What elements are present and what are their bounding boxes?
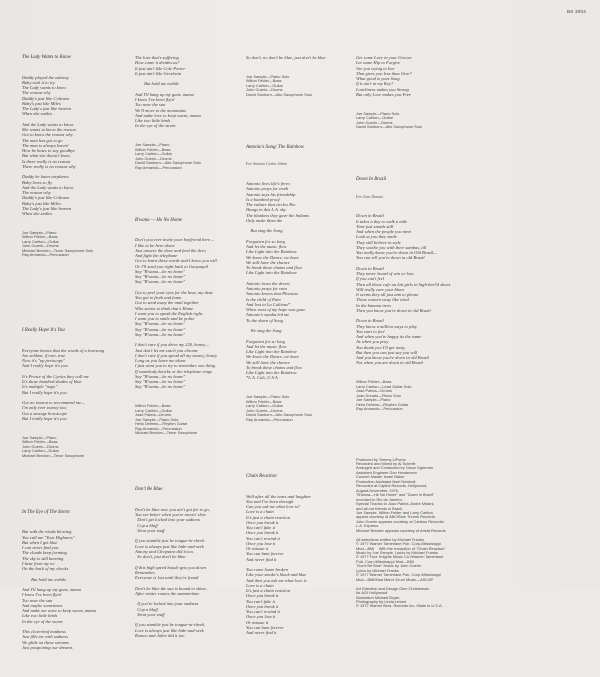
song-lyrics: Well after all the tears and laughter You and I've been through Can you ask me what love is? Love is a chain It's just a chain reaction Once you break it You can't fake it Once you break it You can't rewind it Once you lose it Or misuse it You can hunt forever And never find it You come home broken Like your smoke's black and blue And then you ask me what love is Love is a chain It's just a chain reaction Once you break it You can't fake it Once you break it You can't rewind it Once you lose it Or misuse it You can hunt forever And never find it xyxy=(246,493,311,636)
song-chain-reaction-continued xyxy=(356,45,454,141)
song-title: In The Eye of The Storm xyxy=(22,509,70,515)
song-credits: Joe Sample—Piano Solo Wilton Felder—Bass Larry Carlton—Guitar John Guerin—Drums David Sanborn—Alto Saxophone Solo Ray Armando—Percussion xyxy=(246,394,312,422)
song-dedication: For Joao Donato xyxy=(356,194,384,199)
song-dont-be-blue xyxy=(135,477,233,649)
song-in-the-eye-of-the-storm xyxy=(22,499,120,660)
song-lyrics: Don't be blue now you ain't got far to go, You see better when you're movin' slow Don't get locked into your sadness Cop a bluff Strut your stuff If you stumble just be tongue-in-cheek. Love is always just like hide-and-seek Antony and Cleopatra did it too. So don't, just don't be blue. If this high speed hassle gets you down Remember, Everyone is lost until they're found Don't be blue the sun is bound to shine, After winter comes the summertime If you're locked into your sadness Cop a bluff Strut your stuff If you stumble just be tongue-in-cheek. Love is always just like hide-and-seek Romeo and Juliet did it too xyxy=(135,506,210,638)
song-antonios-song xyxy=(246,134,344,433)
song-lyrics: Everyone knows that the words of a lovesong Are seldom, if ever, true Now it's "up periscope" And I really hope it's you It's Prince of the Cynics they call me It's those hundred shades of blue It's multiple "nope" But I really hope it's you Got no reason to recommend me— I'm only ever twenty two Got a strange horoscope But I really hope it's you xyxy=(22,347,105,421)
song-lyrics: Daddy played the ashtray Baby took it to try The Lady wants to know The reason why Daddy's just like Coltrane Baby's just like Miles The Lady's just like heaven When she smiles And the Lady wants to know She wants to know the reason Got to know the reason why The man has got to go The man is always leavin' How he hates to say goodbye But what she doesn't know Is there really is no reason There really is no reason why Daddy he hates airplanes Baby loves to fly And the Lady wants to know The reason why Daddy's just like Coltrane Baby's just like Miles The Lady's just like heaven When she smiles xyxy=(22,74,76,216)
song-lyrics: The love that's suffering How come it divides us? It just ain't like Cole Porter It just ain't like Gershwin But hold me awhile And I'll hang up my guns, mama I know I've been flyin' Too near the sun We'll move to the mountains And make love to keep warm, mama Like two little birds In the eye of the storm xyxy=(135,55,201,129)
song-lyrics: Antonio lives life's frevo Antonio prays for truth Antonio says his friendship Is a hundred proof The vulture that circles Rio Hangs in this L.A. sky The blankets they gave the Indians Only make them die But sing the Song Forgotten for so long And let the music flow Like Light into the Rainbow We know the Dance, we have We still have the chance To break these chains and flow Like Light into the Rainbow Antonio loves the desert Antonio prays for rain Antonio knows that Pleasure Is the child of Pain And lost in La Cultivas* When most of my hope was gone Antonio's samba led me To the dawn of Song We sing the Song Forgotten for so long And let the music flow Like Light into the Rainbow We know the Dance, we have We still have the chance To break these chains and flow Like Light into the Rainbow *L.A. Cult, U.S.A. xyxy=(246,181,310,381)
song-lyrics: So don't, no don't be blue, just don't be blue xyxy=(246,55,326,60)
song-title: Antonio's Song/ The Rainbow xyxy=(246,144,304,150)
song-credits: Wilton Felder—Bass Larry Carlton—Lead Guitar Solo Joao Palma—Drums Joao Donato—Piano Solo Joe Sample—Piano Helio Delmiro—Rhythm Guitar Ray Armando—Percussion xyxy=(356,379,412,412)
song-title: Don't Be Blue xyxy=(135,487,163,493)
song-title: I Really Hope It's You xyxy=(22,328,65,334)
song-i-really-hope-its-you xyxy=(22,318,120,469)
song-title: The Lady Wants to Know xyxy=(22,55,72,60)
song-credits: Joe Sample—Piano Wilton Felder—Bass Larry Carlton—Guitar John Guerin—Drums David Sanborn—Alto Saxophone Solo Ray Armando—Percussion xyxy=(135,142,201,170)
production-credits: Produced by Tommy LiPuma Recorded and Mixed by Al Schmitt Arranged and Conducted by Claus Ogerman Assistant Engineer Don Henderson Concert Master Israel Baker Production Assistant Noel Newbolt Recorded at Capitol Records, Hollywood, August-November, 1976. "B'wana—He No Home" and "Down in Brazil" recorded in Rio de Janeiro. Special Thanks to Joao Palma, Andre Midani, and all our friends in Brazil. Joe Sample, Wilton Felder and Larry Carlton appear courtesy of ABC/Blue Thumb Records. John Guerin appears courtesy of Caribou Records/ L.A. Express. Michael Brecker appears courtesy of Arista Records All selections written by Michael Franks © 1977 Warner Tamerlane Pub. Corp./Mississippi Mud—BMI With the exception of "Chain Reaction" Music by Joe Sample, Lyrics by Michael Franks © 1977 Four Knights Music Co./Warner-Tamerlane Pub. Corp./Mississippi Mud—BMI "Don't Be Blue" Music by John Guerin Lyrics by Michael Franks © 1977 Warner Tamerlane Pub. Corp./Mississippi Mud—BMI/Mad Man's Drum Music—ASCAP Art Direction and Design Glen Christensen for AGI Hollywood Illustration Michael Bryan Photography by Linda Levine © 1977 Warner Bros. Records Inc. Made in U.S.A. xyxy=(356,456,446,609)
song-credits: Joe Sample—Piano Wilton Felder—Bass Larry Carlton—Guitar John Guerin—Drums Michael Brecker—Tenor Saxophone Solo Ray Armando—Percussion xyxy=(22,229,94,258)
song-dedication: For Antonio Carlos Jobim xyxy=(246,162,288,167)
song-down-in-brazil xyxy=(356,167,454,423)
song-eye-of-storm-continued xyxy=(135,45,233,181)
song-lyrics: But with the winds blowing You call me "Your Highness" But when I get blue I can never find you The clouds keep forming The sky is still burning I hear from my es- On the back of my checks But hold me awhile And I'll hang up my guns, mama I know I've been flyin' Too near the sun And maybe sometimes And make me wave to keep warm, mama Like two little birds In the eye of the storm This cloverleaf madness Just fills me with sadness We glide on these streams Just postponing our dreams xyxy=(22,529,96,650)
song-lyrics: Down in Brazil It takes a day to walk a mile Time just stands still And when the people you meet Look at you they smile They still believe in style They soothe you with their sambas, till You really know you're down in Old Brazil— You can tell you're down in old Brazil Down in Brazil They never heard of win or lose If you can't feel Then all those cafe au lait girls in high-heel'd shoes Will really cure your blues It seems they all just aim to please Those women sway like wind In the banana trees Then you know you're down in old Brazil Down in Brazil They know a million ways to play You start to feel And when you're happy its the same As when you pray You thank you I'll get away But then you can just say you will And you know you're down in old Brazil Not when you are down in old Brazil xyxy=(356,213,451,366)
song-title: Chain Reaction xyxy=(246,474,277,480)
song-the-lady-wants-to-know xyxy=(22,45,120,269)
spacer xyxy=(22,285,120,307)
column-2 xyxy=(135,34,233,665)
song-dont-be-blue-continued xyxy=(246,45,344,108)
column-3 xyxy=(246,34,344,662)
catalog-number: BS 3004 xyxy=(566,9,586,14)
song-credits: Joe Sample—Piano Solo Wilton Felder—Bass Larry Carlton—Guitar John Guerin—Drums David Sanborn—Alto Saxophone Solo xyxy=(246,73,312,97)
song-lyrics: Get some Love in your Groove Let some Hip to Forgive Are you trying to live That gives you less than Give? What good is your Song If it ain't in my Key? Loneliness makes you Strong But only Love makes you Free xyxy=(356,55,412,97)
song-title: Down In Brazil xyxy=(356,177,387,183)
song-lyrics: Don't you ever invite your boyfriend here— I like to be here alone Just answer the door and feed the deer, And fight the telephone Got to learn these words and I know you will Or I'll send you right back to Guayaquil Say "B'wana—he no home" Say "B'wana—he no home" Say "B'wana—he no home" Got to peel your eyes for the heat, my dear. You got to froth and foam Got to send away the mail together Who seems to think that's Home I want you to speak the English right. I want you to smile and be polite Say "B'wana—he no home" Say "B'wana—he no home" Say "B'wana—he no home" I don't care if you drive my 220, honey— Just don't let me catch you chrome I don't care if you spend all my money, honey Long as you leave me alone I just want you to try to remember one thing If somebody knocks or the telephone rings Say "B'wana—he no home" Say "B'wana—he no home" Say "B'wana—he no home" xyxy=(135,237,218,390)
song-title: B'wana — He No Home xyxy=(135,217,182,223)
song-bwana-he-no-home xyxy=(135,207,233,446)
column-4 xyxy=(356,34,454,636)
song-chain-reaction xyxy=(246,464,344,646)
album-production-notes xyxy=(356,439,454,619)
column-1 xyxy=(22,34,120,677)
song-credits: Wilton Felder—Bass Larry Carlton—Guitar Joao Palma—Drums Joe Sample—Piano Solo Helio Delmiro—Rhythm Guitar Ray Armando—Percussion Michael Brecker—Tenor Saxophone xyxy=(135,403,198,436)
song-credits: Joe Sample—Piano Wilton Felder—Bass John Guerin—Drums Larry Carlton—Guitar Michael Brecker—Tenor Saxophone xyxy=(22,434,85,458)
song-credits: Joe Sample—Piano Solo Larry Carlton—Guitar John Guerin—Drums David Sanborn—Alto Saxophone Solo xyxy=(356,110,422,130)
